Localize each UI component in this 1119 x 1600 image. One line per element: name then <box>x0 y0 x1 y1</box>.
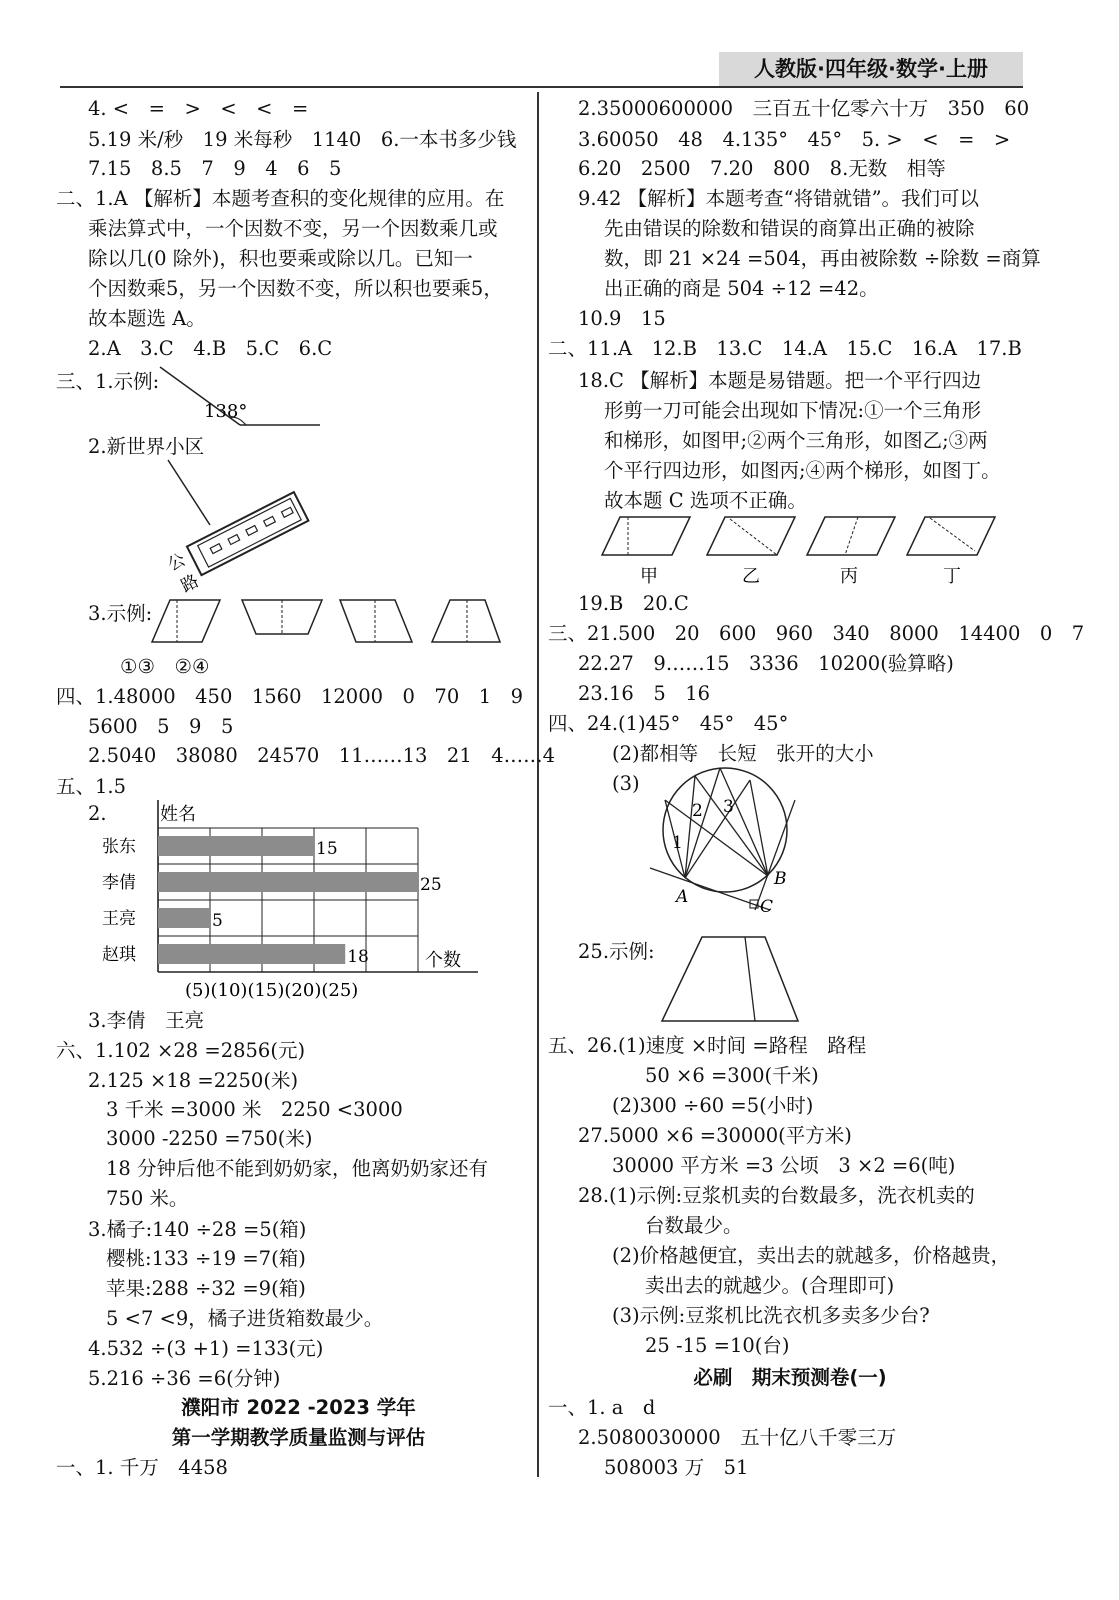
line: 四、1.48000 450 1560 12000 0 70 1 9 <box>56 685 524 708</box>
line: 个因数乘5，另一个因数不变，所以积也要乘5， <box>88 277 503 300</box>
line: 二、11.A 12.B 13.C 14.A 15.C 16.A 17.B <box>548 337 1022 360</box>
line: 3.示例: <box>88 602 153 625</box>
line: 除以几(0 除外)，积也要乘或除以几。已知一 <box>88 247 473 270</box>
header-title: 人教版·四年级·数学·上册 <box>754 57 988 81</box>
line: 乘法算式中，一个因数不变，另一个因数乘几或 <box>88 217 498 240</box>
category-label: 赵琪 <box>102 945 136 965</box>
line: 苹果:288 ÷32 =9(箱) <box>106 1277 306 1300</box>
chart-xlabel: 个数 <box>425 950 461 971</box>
line: 25 -15 =10(台) <box>645 1334 790 1357</box>
line: 五、26.(1)速度 ×时间 =路程 路程 <box>548 1034 867 1057</box>
category-label: 张东 <box>102 837 136 857</box>
line: 故本题选 A。 <box>88 307 206 330</box>
line: 4. < = > < < = <box>88 97 309 120</box>
value-label: 18 <box>347 947 369 967</box>
line: 5.216 ÷36 =6(分钟) <box>88 1367 281 1390</box>
line: 卖出去的就越少。(合理即可) <box>645 1274 895 1297</box>
line: 5.19 米/秒 19 米每秒 1140 6.一本书多少钱 <box>88 128 517 151</box>
line: 28.(1)示例:豆浆机卖的台数最多，洗衣机卖的 <box>578 1184 975 1207</box>
line: 出正确的商是 504 ÷12 =42。 <box>604 277 879 300</box>
line: 故本题 C 选项不正确。 <box>604 489 807 512</box>
line: 3000 -2250 =750(米) <box>106 1127 313 1150</box>
parallelogram-figures <box>600 515 1000 595</box>
line: 2.5040 38080 24570 11……13 21 4……4 <box>88 744 556 767</box>
road-label-1: 公 <box>164 549 189 576</box>
line: 五、1.5 <box>56 775 127 798</box>
line: 个平行四边形，如图丙;④两个梯形，如图丁。 <box>604 459 1001 482</box>
circle-label-b: B <box>774 869 787 889</box>
header-rule <box>60 86 1023 88</box>
line: 三、1.示例: <box>56 370 160 393</box>
line: 和梯形，如图甲;②两个三角形，如图乙;③两 <box>604 429 988 452</box>
line: 台数最少。 <box>645 1214 743 1237</box>
line: 樱桃:133 ÷19 =7(箱) <box>106 1247 306 1270</box>
line: 一、1. a d <box>548 1396 656 1419</box>
line: 三、21.500 20 600 960 340 8000 14400 0 7 <box>548 622 1085 645</box>
road-label-2: 路 <box>177 571 203 597</box>
section-title: 必刷 期末预测卷(一) <box>693 1366 887 1389</box>
label-yi: 乙 <box>742 566 760 587</box>
trapezoid-cut-figure <box>660 935 810 1025</box>
value-label: 15 <box>316 839 338 859</box>
section-title: 濮阳市 2022 -2023 学年 <box>181 1396 416 1419</box>
line: 四、24.(1)45° 45° 45° <box>548 712 789 735</box>
circle-label-1: 1 <box>672 833 683 853</box>
line: 3.橘子:140 ÷28 =5(箱) <box>88 1218 307 1241</box>
line: (3)示例:豆浆机比洗衣机多卖多少台? <box>612 1304 930 1327</box>
line: 10.9 15 <box>578 307 666 330</box>
value-label: 25 <box>420 875 442 895</box>
line: 2.125 ×18 =2250(米) <box>88 1069 299 1092</box>
chart-ylabel: 姓名 <box>160 804 196 825</box>
line: 一、1. 千万 4458 <box>56 1456 228 1479</box>
line: 先由错误的除数和错误的商算出正确的被除 <box>604 217 975 240</box>
column-divider <box>537 92 539 1477</box>
line: 六、1.102 ×28 =2856(元) <box>56 1039 306 1062</box>
section-title: 第一学期教学质量监测与评估 <box>171 1426 426 1449</box>
line: 3.60050 48 4.135° 45° 5. > < = > <box>578 128 1011 151</box>
map-figure <box>150 455 330 595</box>
value-label: 5 <box>212 911 223 931</box>
line: 19.B 20.C <box>578 592 689 615</box>
bar-0 <box>158 836 314 856</box>
line: 27.5000 ×6 =30000(平方米) <box>578 1124 852 1147</box>
category-label: 王亮 <box>102 909 136 929</box>
line: 25.示例: <box>578 940 655 963</box>
line: 22.27 9……15 3336 10200(验算略) <box>578 652 954 675</box>
angle-figure <box>150 365 330 435</box>
line: ①③ ②④ <box>120 655 210 678</box>
circle-label-c: C <box>760 897 774 917</box>
angle-label: 138° <box>204 401 248 422</box>
bar-chart <box>100 800 490 1010</box>
bar-1 <box>158 872 418 892</box>
label-bing: 丙 <box>840 566 858 587</box>
line: 750 米。 <box>106 1187 189 1210</box>
line: 30000 平方米 =3 公顷 3 ×2 =6(吨) <box>612 1154 956 1177</box>
circle-label-3: 3 <box>723 797 734 817</box>
line: 5600 5 9 5 <box>88 715 234 738</box>
label-ding: 丁 <box>943 566 961 587</box>
line: 2.35000600000 三百五十亿零六十万 350 60 <box>578 97 1030 120</box>
circle-label-a: A <box>676 887 689 907</box>
line: 数，即 21 ×24 =504，再由被除数 ÷除数 =商算 <box>604 247 1041 270</box>
line: 二、1.A 【解析】本题考查积的变化规律的应用。在 <box>56 187 505 210</box>
line: 2.5080030000 五十亿八千零三万 <box>578 1426 897 1449</box>
label-jia: 甲 <box>640 566 658 587</box>
line: 3 千米 =3000 米 2250 <3000 <box>106 1098 403 1121</box>
line: (2)都相等 长短 张开的大小 <box>612 742 874 765</box>
line: (2)300 ÷60 =5(小时) <box>612 1094 814 1117</box>
line: 6.20 2500 7.20 800 8.无数 相等 <box>578 157 946 180</box>
bar-3 <box>158 944 345 964</box>
line: 2.新世界小区 <box>88 435 205 458</box>
bar-2 <box>158 908 210 928</box>
line: 18 分钟后他不能到奶奶家，他离奶奶家还有 <box>106 1157 489 1180</box>
line: (2)价格越便宜，卖出去的就越多，价格越贵， <box>612 1244 1011 1267</box>
line: 3.李倩 王亮 <box>88 1009 205 1032</box>
line: 9.42 【解析】本题考查“将错就错”。我们可以 <box>578 187 980 210</box>
line: 7.15 8.5 7 9 4 6 5 <box>88 157 342 180</box>
line: 4.532 ÷(3 +1) =133(元) <box>88 1337 324 1360</box>
line: 18.C 【解析】本题是易错题。把一个平行四边 <box>578 369 982 392</box>
circle-figure <box>650 760 810 920</box>
trapezoid-figures <box>150 598 510 648</box>
line: 23.16 5 16 <box>578 682 711 705</box>
line: 508003 万 51 <box>604 1456 749 1479</box>
line: 2.A 3.C 4.B 5.C 6.C <box>88 337 333 360</box>
line: 50 ×6 =300(千米) <box>645 1064 819 1087</box>
line: 2. <box>88 802 107 825</box>
line: 形剪一刀可能会出现如下情况:①一个三角形 <box>604 399 982 422</box>
chart-axis-ticks: (5)(10)(15)(20)(25) <box>185 980 359 1001</box>
line: (3) <box>612 772 640 795</box>
circle-label-2: 2 <box>692 801 703 821</box>
category-label: 李倩 <box>102 873 136 893</box>
line: 5 <7 <9，橘子进货箱数最少。 <box>106 1307 384 1330</box>
